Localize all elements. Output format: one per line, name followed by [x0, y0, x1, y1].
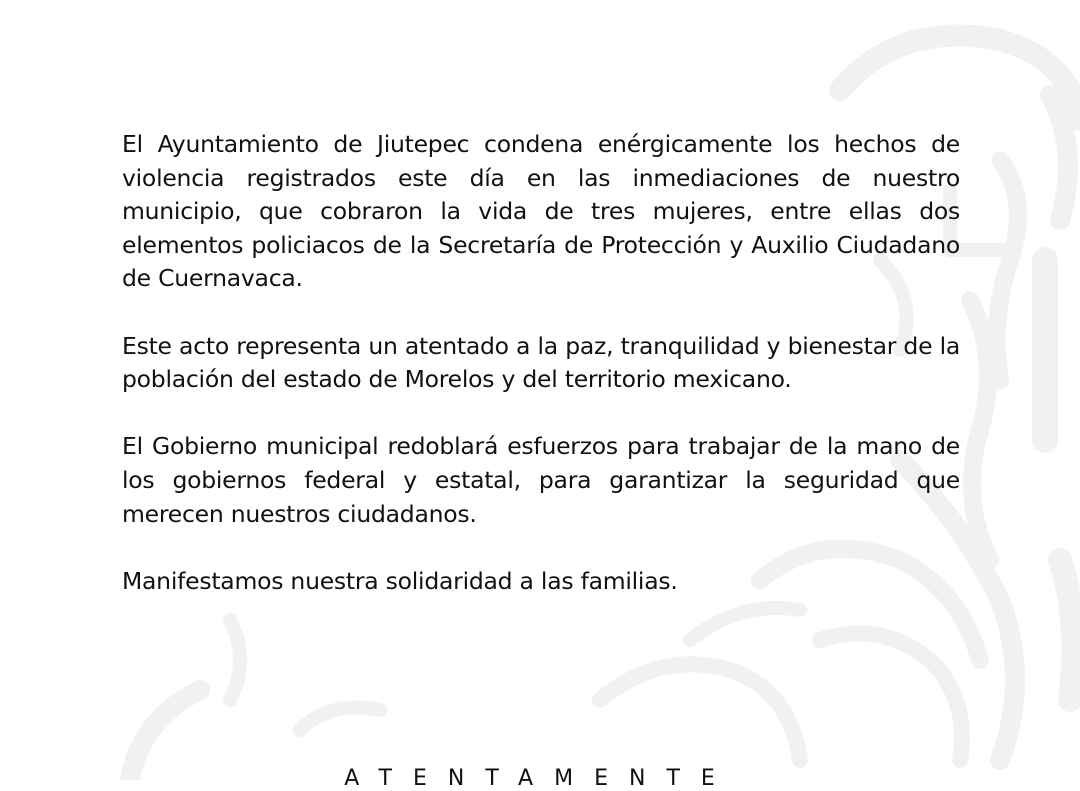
- statement-paragraph: Este acto representa un atentado a la paz, tranquilidad y bienestar de la población del estado de Morelos y del territorio mexicano.: [122, 331, 960, 394]
- closing-signoff: ATENTAMENTE: [344, 766, 736, 791]
- statement-paragraph: Manifestamos nuestra solidaridad a las familias.: [122, 566, 678, 595]
- statement-paragraph: El Ayuntamiento de Jiutepec condena enérgicamente los hechos de violencia registrados este día en las inmediaciones de nuestro municipio, que cobraron la vida de tres mujeres, entre ellas dos elementos policiacos de la Secretaría de Protección y Auxilio Ciudadano de Cuernavaca.: [122, 130, 960, 293]
- statement-body: [122, 128, 960, 598]
- statement-paragraph: El Gobierno municipal redoblará esfuerzos para trabajar de la mano de los gobiernos federal y estatal, para garantizar la seguridad que merecen nuestros ciudadanos.: [122, 432, 960, 528]
